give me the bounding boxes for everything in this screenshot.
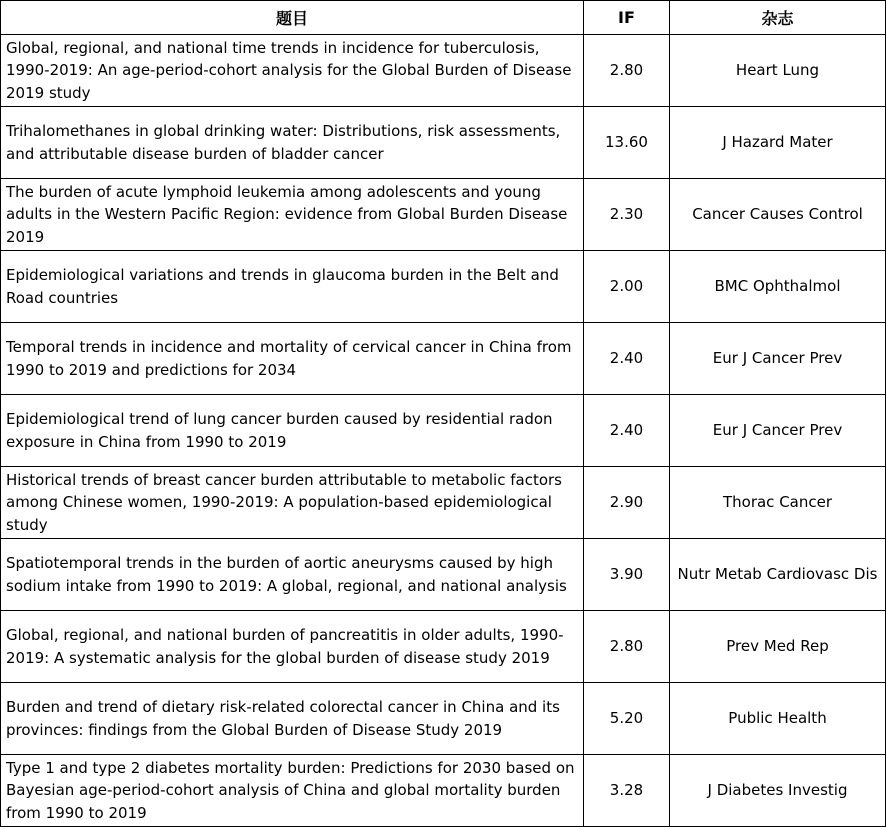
row-journal: Eur J Cancer Prev (670, 395, 886, 467)
row-if: 3.28 (584, 755, 670, 827)
row-title: Temporal trends in incidence and mortality of cervical cancer in China from 1990 to 2019 and predictions for 2034 (1, 323, 584, 395)
row-journal: BMC Ophthalmol (670, 251, 886, 323)
table-row (1, 179, 886, 251)
table-row (1, 107, 886, 179)
row-if: 3.90 (584, 539, 670, 611)
row-title: Spatiotemporal trends in the burden of aortic aneurysms caused by high sodium intake from 1990 to 2019: A global, regional, and national analysis (1, 539, 584, 611)
row-journal: Prev Med Rep (670, 611, 886, 683)
row-title: The burden of acute lymphoid leukemia among adolescents and young adults in the Western Pacific Region: evidence from Global Burden Disease 2019 (1, 179, 584, 251)
row-journal: J Diabetes Investig (670, 755, 886, 827)
row-if: 2.00 (584, 251, 670, 323)
table-row (1, 395, 886, 467)
row-journal: Public Health (670, 683, 886, 755)
row-if: 2.40 (584, 323, 670, 395)
header-title: 题目 (1, 1, 584, 35)
table-row (1, 323, 886, 395)
row-journal: Heart Lung (670, 35, 886, 107)
row-title: Epidemiological variations and trends in glaucoma burden in the Belt and Road countries (1, 251, 584, 323)
row-if: 2.30 (584, 179, 670, 251)
row-title: Historical trends of breast cancer burden attributable to metabolic factors among Chinese women, 1990-2019: A population-based epidemiological study (1, 467, 584, 539)
header-if: IF (584, 1, 670, 35)
table-row (1, 611, 886, 683)
table-row (1, 467, 886, 539)
row-title: Burden and trend of dietary risk-related colorectal cancer in China and its provinces: findings from the Global Burden of Disease Study 2019 (1, 683, 584, 755)
table-row (1, 683, 886, 755)
table-row (1, 755, 886, 827)
row-title: Trihalomethanes in global drinking water: Distributions, risk assessments, and attributable disease burden of bladder cancer (1, 107, 584, 179)
table-row (1, 35, 886, 107)
row-if: 2.80 (584, 35, 670, 107)
row-journal: Cancer Causes Control (670, 179, 886, 251)
row-title: Type 1 and type 2 diabetes mortality burden: Predictions for 2030 based on Bayesian age-period-cohort analysis of China and global mortality burden from 1990 to 2019 (1, 755, 584, 827)
row-if: 2.40 (584, 395, 670, 467)
row-journal: J Hazard Mater (670, 107, 886, 179)
row-title: Epidemiological trend of lung cancer burden caused by residential radon exposure in China from 1990 to 2019 (1, 395, 584, 467)
row-journal: Eur J Cancer Prev (670, 323, 886, 395)
row-if: 2.80 (584, 611, 670, 683)
row-if: 5.20 (584, 683, 670, 755)
row-title: Global, regional, and national time trends in incidence for tuberculosis, 1990-2019: An age-period-cohort analysis for the Global Burden of Disease 2019 study (1, 35, 584, 107)
row-title: Global, regional, and national burden of pancreatitis in older adults, 1990-2019: A systematic analysis for the global burden of disease study 2019 (1, 611, 584, 683)
row-if: 13.60 (584, 107, 670, 179)
header-journal: 杂志 (670, 1, 886, 35)
table-row (1, 251, 886, 323)
row-journal: Nutr Metab Cardiovasc Dis (670, 539, 886, 611)
row-journal: Thorac Cancer (670, 467, 886, 539)
row-if: 2.90 (584, 467, 670, 539)
table-row (1, 539, 886, 611)
header-row (1, 1, 886, 35)
